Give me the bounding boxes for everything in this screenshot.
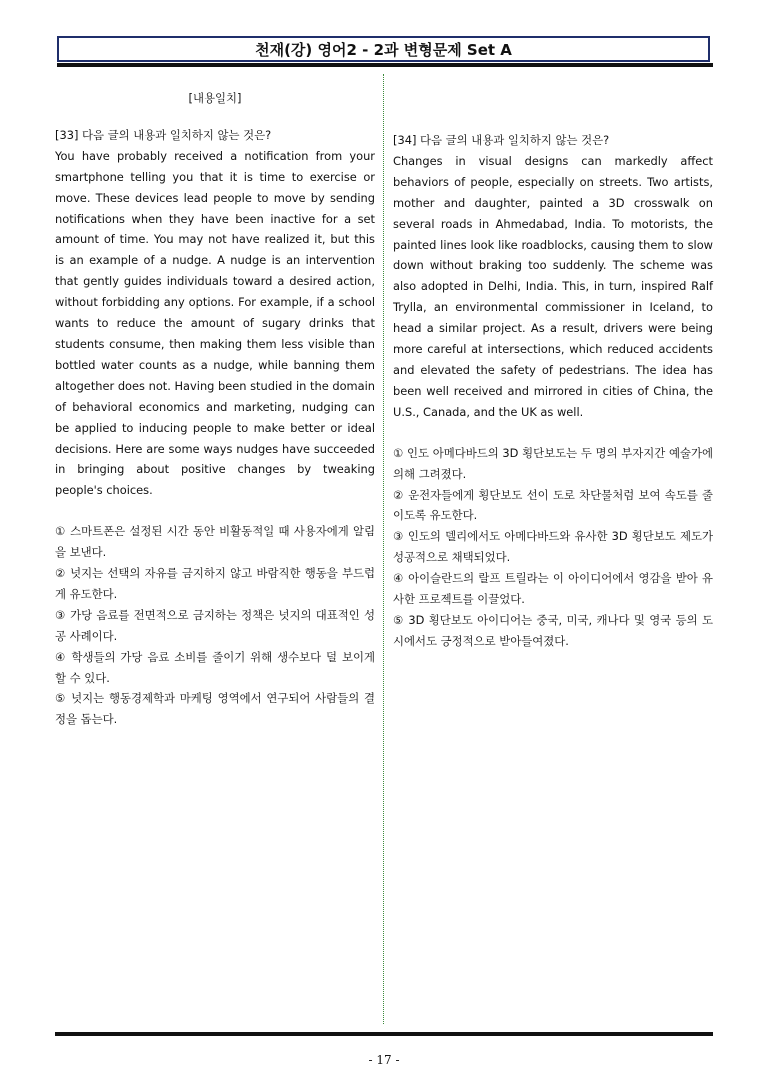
option-3: ③ 인도의 델리에서도 아메다바드와 유사한 3D 횡단보도 제도가 성공적으로 채택되었다.	[393, 529, 713, 565]
option-4: ④ 학생들의 가당 음료 소비를 줄이기 위해 생수보다 덜 보이게 할 수 있다.	[55, 649, 375, 685]
option-2: ② 운전자들에게 횡단보도 선이 도로 차단물처럼 보여 속도를 줄이도록 유도한다.	[393, 487, 713, 523]
question-34-options	[393, 443, 713, 652]
question-34-passage: Changes in visual designs can markedly affect behaviors of people, especially on streets. Two artists, mother and daughter, painted a 3D crosswalk on several roads in Ahmedabad, India. To motorists, the painted lines look like roadblocks, causing them to slow down without braking too suddenly. The scheme was also adopted in Delhi, India. This, in turn, inspired Ralf Trylla, an environmental commissioner in Iceland, to head a similar project. As a result, drivers were being more careful at intersections, which reduced accidents and elevated the safety of pedestrians. The idea has been well received and mirrored in cities of China, the U.S., Canada, and the UK as well.	[393, 153, 713, 419]
right-column	[393, 130, 713, 652]
section-label: [내용일치]	[188, 91, 242, 105]
option-2: ② 넛지는 선택의 자유를 금지하지 않고 바람직한 행동을 부드럽게 유도한다.	[55, 566, 375, 601]
option-5: ⑤ 넛지는 행동경제학과 마케팅 영역에서 연구되어 사람들의 결정을 돕는다.	[55, 691, 375, 727]
page-title	[57, 36, 710, 62]
left-column	[55, 88, 375, 730]
page-title-text: 천재(강) 영어2 - 2과 변형문제 Set A	[255, 40, 512, 59]
question-33-passage: You have probably received a notification from your smartphone telling you that it is time to exercise or move. These devices lead people to move by sending notifications when they have been inactive for a set amount of time. You may not have realized it, but this is an example of a nudge. A nudge is an intervention that gently guides individuals toward a desired action, without forbidding any options. For example, if a school wants to reduce the amount of sugary drinks that students consume, then making them less visible than bottled water counts as a nudge, while banning them altogether does not. Having been studied in the domain of behavioral economics and marketing, nudging can be applied to inducing people to make better or ideal decisions. Here are some ways nudges have succeeded in bringing about positive changes by tweaking people's choices.	[55, 148, 375, 498]
title-underline	[57, 63, 713, 67]
page-number: - 17 -	[368, 1053, 400, 1067]
footer-rule	[55, 1032, 713, 1036]
option-4: ④ 아이슬란드의 랄프 트릴라는 이 아이디어에서 영감을 받아 유사한 프로젝트를 이끌었다.	[393, 571, 713, 607]
question-33-options	[55, 521, 375, 730]
option-3: ③ 가당 음료를 전면적으로 금지하는 정책은 넛지의 대표적인 성공 사례이다.	[55, 607, 375, 643]
question-34-heading: [34] 다음 글의 내용과 일치하지 않는 것은?	[393, 133, 610, 147]
option-5: ⑤ 3D 횡단보도 아이디어는 중국, 미국, 캐나다 및 영국 등의 도시에서도 긍정적으로 받아들여졌다.	[393, 612, 713, 648]
question-33-heading: [33] 다음 글의 내용과 일치하지 않는 것은?	[55, 127, 272, 142]
column-divider	[383, 74, 384, 1024]
option-1: ① 스마트폰은 설정된 시간 동안 비활동적일 때 사용자에게 알림을 보낸다.	[55, 524, 375, 560]
option-1: ① 인도 아메다바드의 3D 횡단보도는 두 명의 부자지간 예술가에 의해 그려졌다.	[393, 445, 713, 481]
